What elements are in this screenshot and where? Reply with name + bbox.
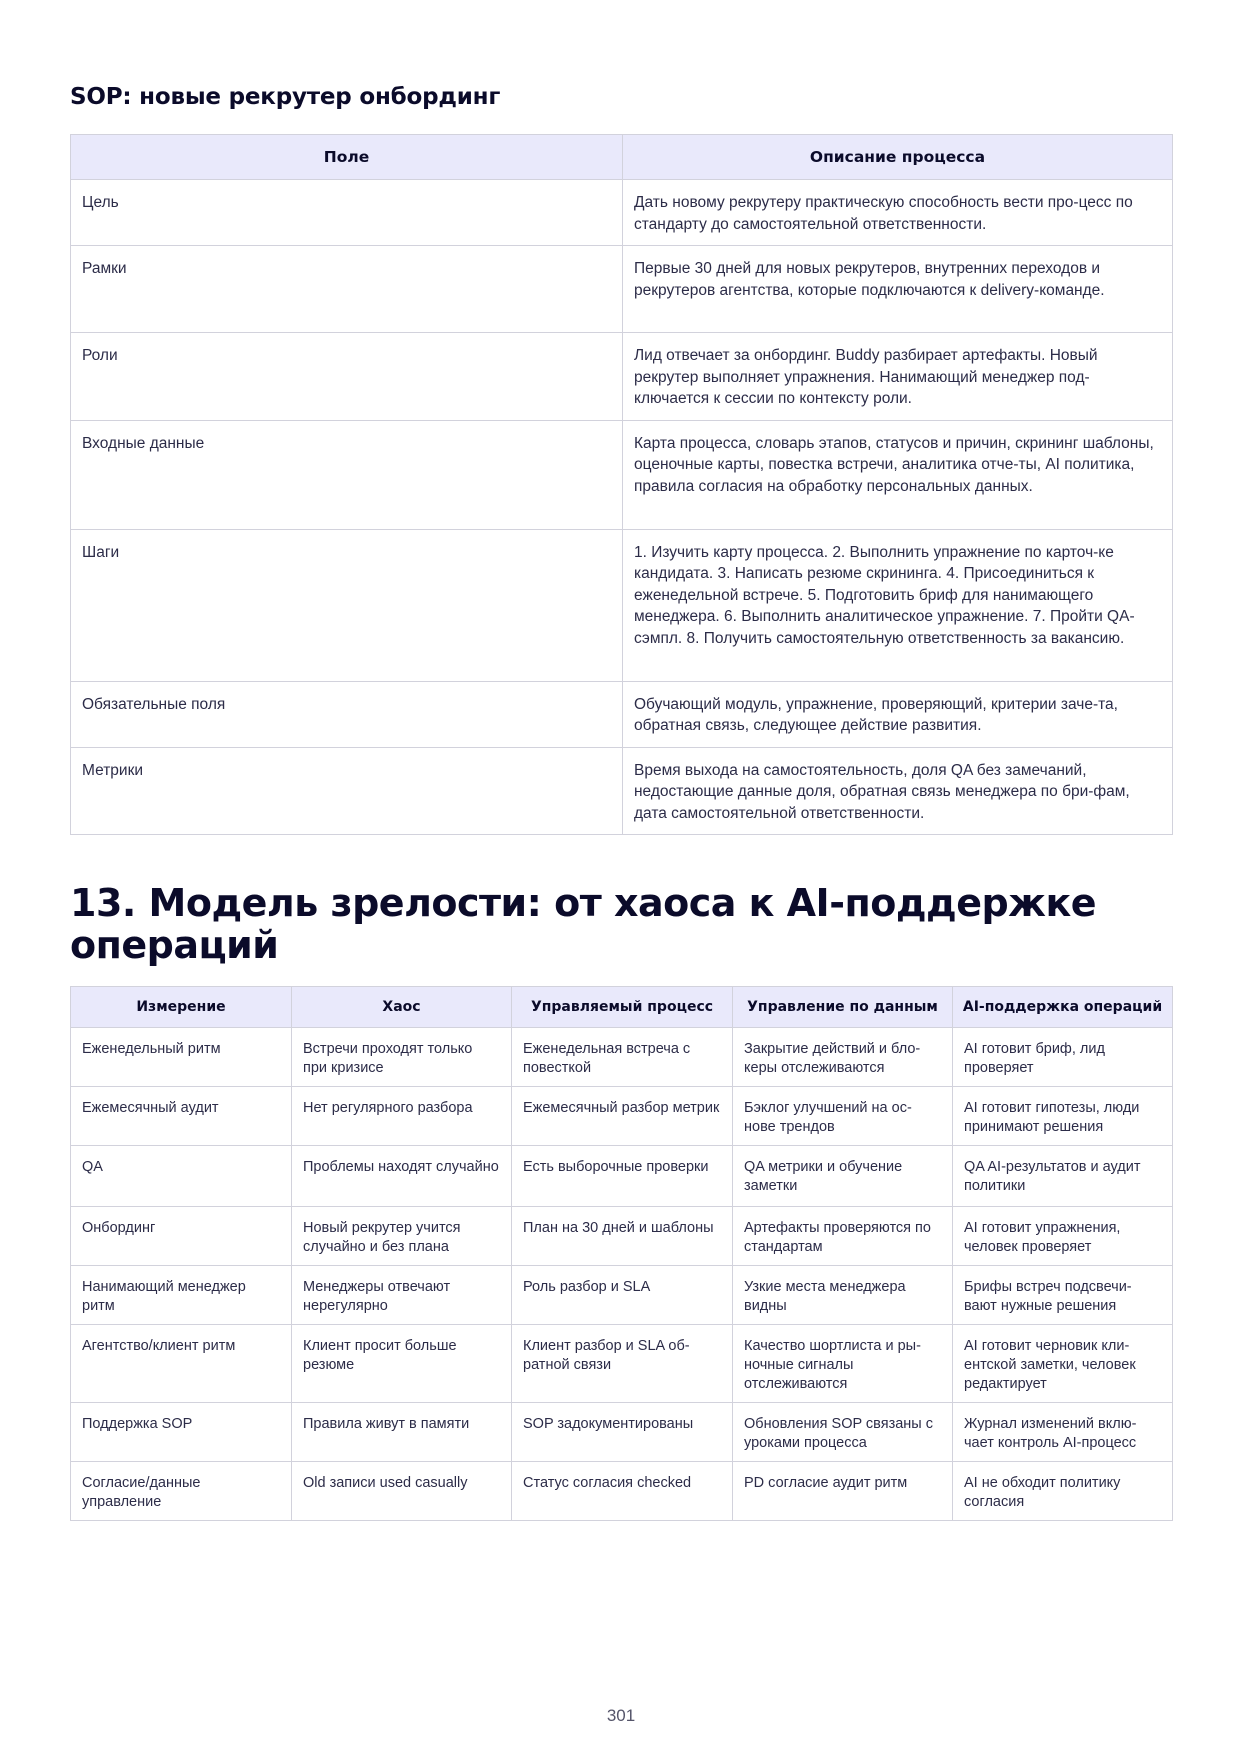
table-row xyxy=(71,681,1173,747)
sop-header-description: Описание процесса xyxy=(623,135,1173,180)
sop-field-cell: Шаги xyxy=(71,529,623,681)
maturity-cell: Проблемы находят случайно xyxy=(292,1146,512,1207)
maturity-cell: Закрытие действий и бло-керы отслеживаются xyxy=(733,1028,953,1087)
maturity-cell: Статус согласия checked xyxy=(512,1462,733,1521)
maturity-cell: Обновления SOP связаны с уроками процесса xyxy=(733,1403,953,1462)
maturity-cell: Ежемесячный разбор метрик xyxy=(512,1087,733,1146)
maturity-cell: Новый рекрутер учится случайно и без плана xyxy=(292,1207,512,1266)
maturity-cell: QA метрики и обучение заметки xyxy=(733,1146,953,1207)
maturity-cell: Встречи проходят только при кризисе xyxy=(292,1028,512,1087)
sop-description-cell: Карта процесса, словарь этапов, статусов и причин, скрининг шаблоны, оценочные карты, повестка встречи, аналитика отче-ты, AI политика, правила согласия на обработку персональных данных. xyxy=(623,420,1173,529)
maturity-cell: Агентство/клиент ритм xyxy=(71,1325,292,1403)
maturity-header-data-driven: Управление по данным xyxy=(733,987,953,1028)
maturity-cell: Old записи used casually xyxy=(292,1462,512,1521)
maturity-cell: Качество шортлиста и ры-ночные сигналы отслеживаются xyxy=(733,1325,953,1403)
table-row xyxy=(71,333,1173,421)
table-row xyxy=(71,1146,1173,1207)
table-row xyxy=(71,420,1173,529)
table-row xyxy=(71,1028,1173,1087)
maturity-header-chaos: Хаос xyxy=(292,987,512,1028)
maturity-cell: Ежемесячный аудит xyxy=(71,1087,292,1146)
maturity-cell: Еженедельный ритм xyxy=(71,1028,292,1087)
maturity-cell: AI готовит гипотезы, люди принимают решения xyxy=(953,1087,1173,1146)
table-row xyxy=(71,246,1173,333)
table-row xyxy=(71,1325,1173,1403)
table-row xyxy=(71,1207,1173,1266)
section-title: 13. Модель зрелости: от хаоса к AI-поддержке операций xyxy=(70,881,1097,967)
maturity-cell: Бэклог улучшений на ос-нове трендов xyxy=(733,1087,953,1146)
sop-description-cell: Лид отвечает за онбординг. Buddy разбирает артефакты. Новый рекрутер выполняет упражнения. Нанимающий менеджер под-ключается к сессии по контексту роли. xyxy=(623,333,1173,421)
maturity-cell: Правила живут в памяти xyxy=(292,1403,512,1462)
maturity-cell: Поддержка SOP xyxy=(71,1403,292,1462)
sop-field-cell: Входные данные xyxy=(71,420,623,529)
sop-description-cell: Дать новому рекрутеру практическую способность вести про-цесс по стандарту до самостоятельной ответственности. xyxy=(623,180,1173,246)
sop-title: SOP: новые рекрутер онбординг xyxy=(70,84,501,110)
table-row xyxy=(71,1087,1173,1146)
sop-field-cell: Метрики xyxy=(71,747,623,835)
maturity-cell: Нанимающий менеджер ритм xyxy=(71,1266,292,1325)
maturity-cell: Онбординг xyxy=(71,1207,292,1266)
maturity-cell: AI не обходит политику согласия xyxy=(953,1462,1173,1521)
table-row xyxy=(71,1266,1173,1325)
maturity-cell: Клиент просит больше резюме xyxy=(292,1325,512,1403)
maturity-cell: План на 30 дней и шаблоны xyxy=(512,1207,733,1266)
maturity-header-row xyxy=(71,987,1173,1028)
table-row xyxy=(71,529,1173,681)
maturity-cell: Узкие места менеджера видны xyxy=(733,1266,953,1325)
sop-field-cell: Цель xyxy=(71,180,623,246)
maturity-cell: AI готовит бриф, лид проверяет xyxy=(953,1028,1173,1087)
sop-description-cell: Обучающий модуль, упражнение, проверяющий, критерии заче-та, обратная связь, следующее действие развития. xyxy=(623,681,1173,747)
maturity-cell: Еженедельная встреча с повесткой xyxy=(512,1028,733,1087)
sop-description-cell: Первые 30 дней для новых рекрутеров, внутренних переходов и рекрутеров агентства, которые подключаются к delivery-команде. xyxy=(623,246,1173,333)
maturity-cell: Менеджеры отвечают нерегулярно xyxy=(292,1266,512,1325)
sop-header-row xyxy=(71,135,1173,180)
sop-field-cell: Роли xyxy=(71,333,623,421)
maturity-cell: AI готовит упражнения, человек проверяет xyxy=(953,1207,1173,1266)
maturity-cell: Брифы встреч подсвечи-вают нужные решения xyxy=(953,1266,1173,1325)
maturity-header-managed: Управляемый процесс xyxy=(512,987,733,1028)
sop-field-cell: Рамки xyxy=(71,246,623,333)
maturity-cell: QA AI-результатов и аудит политики xyxy=(953,1146,1173,1207)
maturity-cell: SOP задокументированы xyxy=(512,1403,733,1462)
maturity-header-dimension: Измерение xyxy=(71,987,292,1028)
maturity-cell: PD согласие аудит ритм xyxy=(733,1462,953,1521)
maturity-cell: Согласие/данные управление xyxy=(71,1462,292,1521)
maturity-cell: Артефакты проверяются по стандартам xyxy=(733,1207,953,1266)
maturity-cell: QA xyxy=(71,1146,292,1207)
table-row xyxy=(71,1462,1173,1521)
sop-description-cell: Время выхода на самостоятельность, доля QA без замечаний, недостающие данные доля, обратная связь менеджера по бри-фам, дата самостоятельной ответственности. xyxy=(623,747,1173,835)
sop-field-cell: Обязательные поля xyxy=(71,681,623,747)
sop-description-cell: 1. Изучить карту процесса. 2. Выполнить упражнение по карточ-ке кандидата. 3. Написать резюме скрининга. 4. Присоединиться к еженедельной встрече. 5. Подготовить бриф для нанимающего менеджера. 6. Выполнить аналитическое упражнение. 7. Пройти QA-сэмпл. 8. Получить самостоятельную ответственность за вакансию. xyxy=(623,529,1173,681)
page-number: 301 xyxy=(606,1706,636,1725)
maturity-cell: Роль разбор и SLA xyxy=(512,1266,733,1325)
table-row xyxy=(71,747,1173,835)
maturity-cell: Нет регулярного разбора xyxy=(292,1087,512,1146)
maturity-header-ai-supported: AI-поддержка операций xyxy=(953,987,1173,1028)
maturity-cell: Клиент разбор и SLA об-ратной связи xyxy=(512,1325,733,1403)
sop-table xyxy=(70,134,1173,835)
maturity-cell: Журнал изменений вклю-чает контроль AI-процесс xyxy=(953,1403,1173,1462)
table-row xyxy=(71,1403,1173,1462)
sop-header-field: Поле xyxy=(71,135,623,180)
maturity-cell: Есть выборочные проверки xyxy=(512,1146,733,1207)
maturity-cell: AI готовит черновик кли-ентской заметки, человек редактирует xyxy=(953,1325,1173,1403)
maturity-table xyxy=(70,986,1173,1521)
table-row xyxy=(71,180,1173,246)
